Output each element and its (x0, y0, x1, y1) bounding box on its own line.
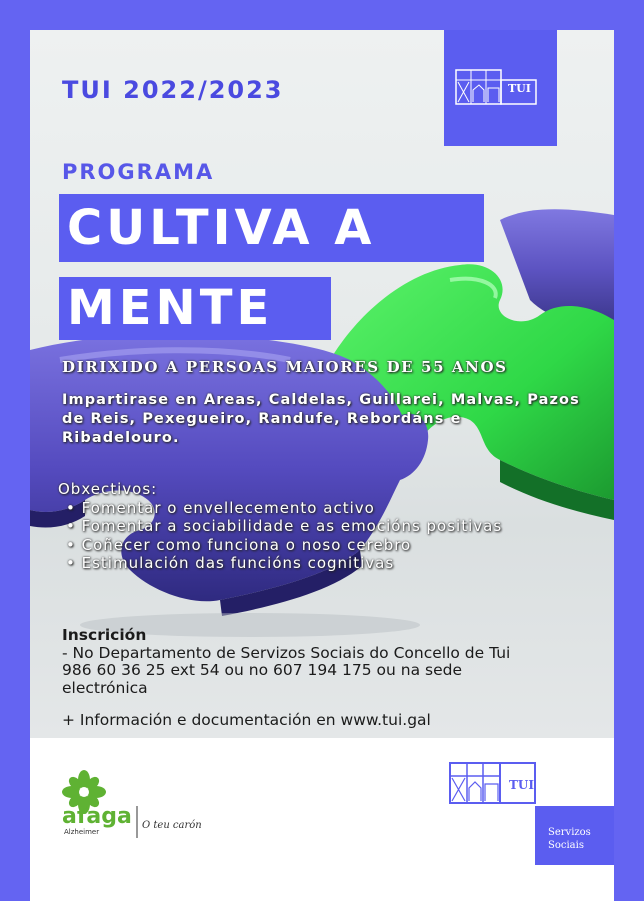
target-audience: DIRIXIDO A PERSOAS MAIORES DE 55 ANOS (62, 358, 508, 376)
year-heading: TUI 2022/2023 (62, 76, 284, 104)
more-info-text: + Información e documentación en www.tui.gal (62, 711, 431, 729)
afaga-slogan: O teu carón (142, 820, 202, 831)
title-line-1: CULTIVA A (59, 194, 484, 262)
registration-info (62, 627, 592, 697)
afaga-sub: Alzheimer (64, 828, 100, 836)
registration-line: 986 60 36 25 ext 54 ou no 607 194 175 ou na sede (62, 661, 463, 679)
tui-castle-icon (444, 30, 557, 146)
objective-item: • Fomentar a sociabilidade e as emocións positivas (66, 517, 502, 536)
afaga-name: afaga (62, 804, 132, 829)
tui-logo-top (444, 30, 557, 146)
locations-text: Impartirase en Areas, Caldelas, Guillarei, Malvas, Pazos de Reis, Pexegueiro, Randufe, Rebordáns e Ribadelouro. (62, 392, 580, 446)
objective-item: • Fomentar o envellecemento activo (66, 499, 502, 518)
registration-heading: Inscrición (62, 626, 147, 644)
objectives-list (58, 499, 502, 573)
programa-label: PROGRAMA (62, 160, 215, 184)
objectives (58, 480, 502, 573)
registration-line: - No Departamento de Servizos Sociais do Concello de Tui (62, 643, 511, 662)
servizos-sociais-badge (535, 806, 614, 865)
tui-logo-text: TUI (508, 82, 531, 95)
objective-item: • Estimulación das funcións cognitivas (66, 554, 502, 573)
servizos-line: Sociais (548, 840, 584, 851)
objectives-heading: Obxectivos: (58, 480, 158, 498)
servizos-line: Servizos (548, 827, 591, 838)
title-line-2: MENTE (59, 277, 331, 340)
afaga-logo (62, 768, 212, 844)
objective-item: • Coñecer como funciona o noso cerebro (66, 536, 502, 555)
tui-logo-text: TUI (509, 778, 535, 792)
registration-line: electrónica (62, 678, 148, 697)
